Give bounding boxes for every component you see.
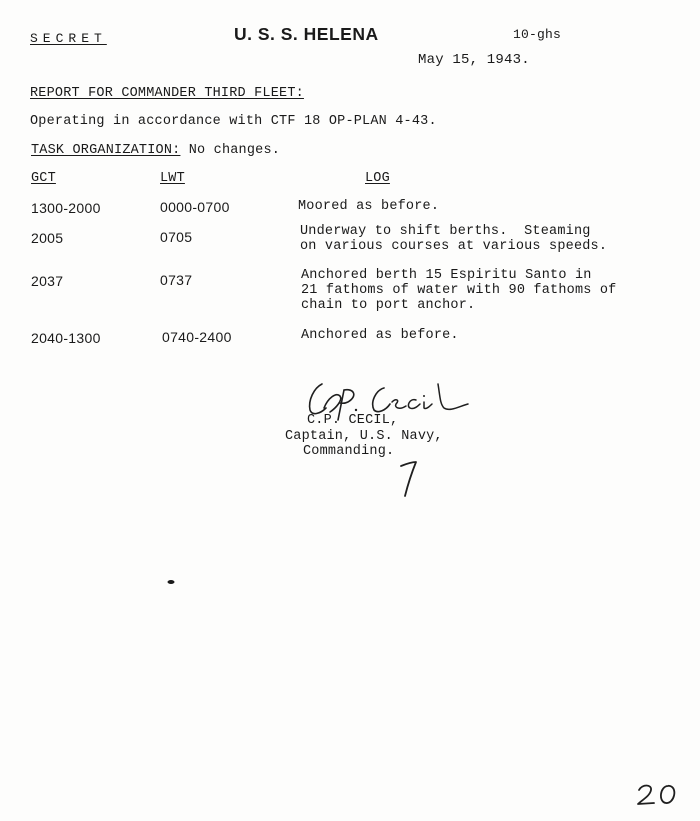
- log-row-2-gct: 2005: [31, 230, 64, 246]
- column-header-gct: GCT: [31, 171, 56, 186]
- task-organization-label: TASK ORGANIZATION:: [31, 143, 181, 158]
- operating-statement: Operating in accordance with CTF 18 OP-PLAN 4-43.: [30, 114, 437, 129]
- log-row-4-lwt: 0740-2400: [162, 329, 232, 345]
- log-row-4-gct: 2040-1300: [31, 330, 101, 346]
- log-row-1-entry: Moored as before.: [298, 199, 440, 214]
- signatory-title: Captain, U.S. Navy,: [285, 429, 443, 444]
- column-header-log: LOG: [365, 171, 390, 186]
- report-title: REPORT FOR COMMANDER THIRD FLEET:: [30, 86, 304, 101]
- task-organization: [31, 143, 280, 158]
- log-row-3-gct: 2037: [31, 273, 64, 289]
- column-header-lwt: LWT: [160, 171, 185, 186]
- log-row-3-entry: Anchored berth 15 Espiritu Santo in 21 fathoms of water with 90 fathoms of chain to port anchor.: [301, 268, 617, 313]
- log-row-4-entry: Anchored as before.: [301, 328, 459, 343]
- classification-marking: SECRET: [30, 31, 107, 46]
- log-row-2-lwt: 0705: [160, 229, 193, 245]
- log-row-1-gct: 1300-2000: [31, 200, 101, 216]
- ink-speck: [166, 578, 176, 586]
- task-organization-value: No changes.: [180, 143, 281, 158]
- log-row-2-entry: Underway to shift berths. Steaming on various courses at various speeds.: [300, 224, 608, 254]
- document-date: May 15, 1943.: [418, 52, 530, 68]
- ship-name: U. S. S. HELENA: [234, 24, 379, 44]
- log-row-3-lwt: 0737: [160, 272, 193, 288]
- document-code: 10-ghs: [513, 27, 562, 42]
- signatory-name: C.P. CECIL,: [307, 413, 399, 428]
- signatory-role: Commanding.: [303, 444, 395, 459]
- page-number: [634, 780, 684, 810]
- handwritten-mark-icon: [398, 458, 422, 500]
- log-row-1-lwt: 0000-0700: [160, 199, 230, 215]
